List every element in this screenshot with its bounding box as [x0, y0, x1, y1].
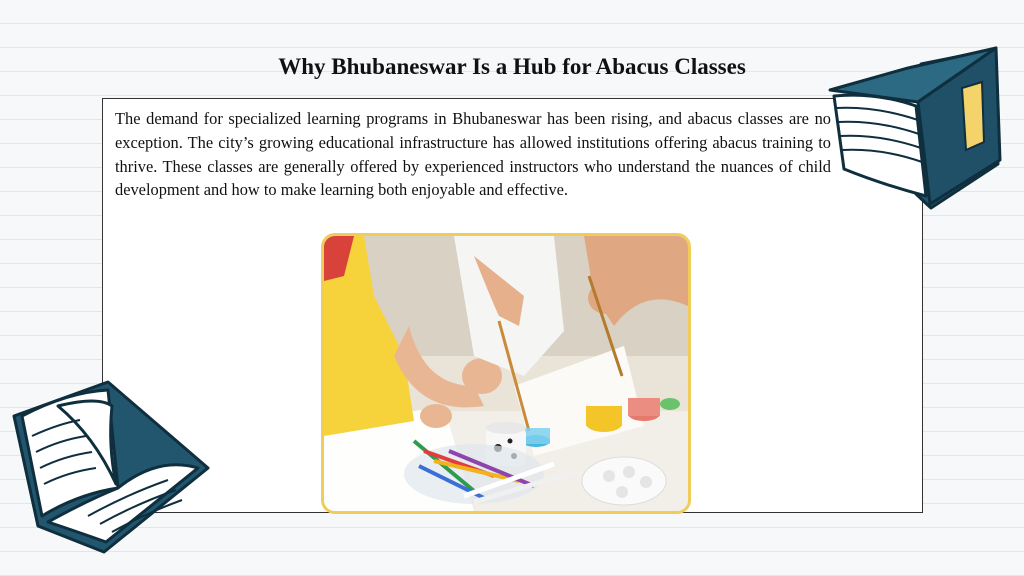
content-box: [102, 98, 923, 513]
open-book-icon: [8, 376, 216, 558]
closed-book-icon: [826, 44, 1002, 214]
photo-illustration: [324, 236, 688, 511]
children-painting-photo: [321, 233, 691, 514]
body-paragraph: The demand for specialized learning programs in Bhubaneswar has been rising, and abacus classes are no exception. The city’s growing educational infrastructure has allowed institutions offering abacus training to thrive. These classes are generally offered by experienced instructors who understand the nuances of child development and how to make learning both enjoyable and effective.: [115, 109, 831, 200]
slide-title: Why Bhubaneswar Is a Hub for Abacus Classes: [278, 54, 746, 79]
